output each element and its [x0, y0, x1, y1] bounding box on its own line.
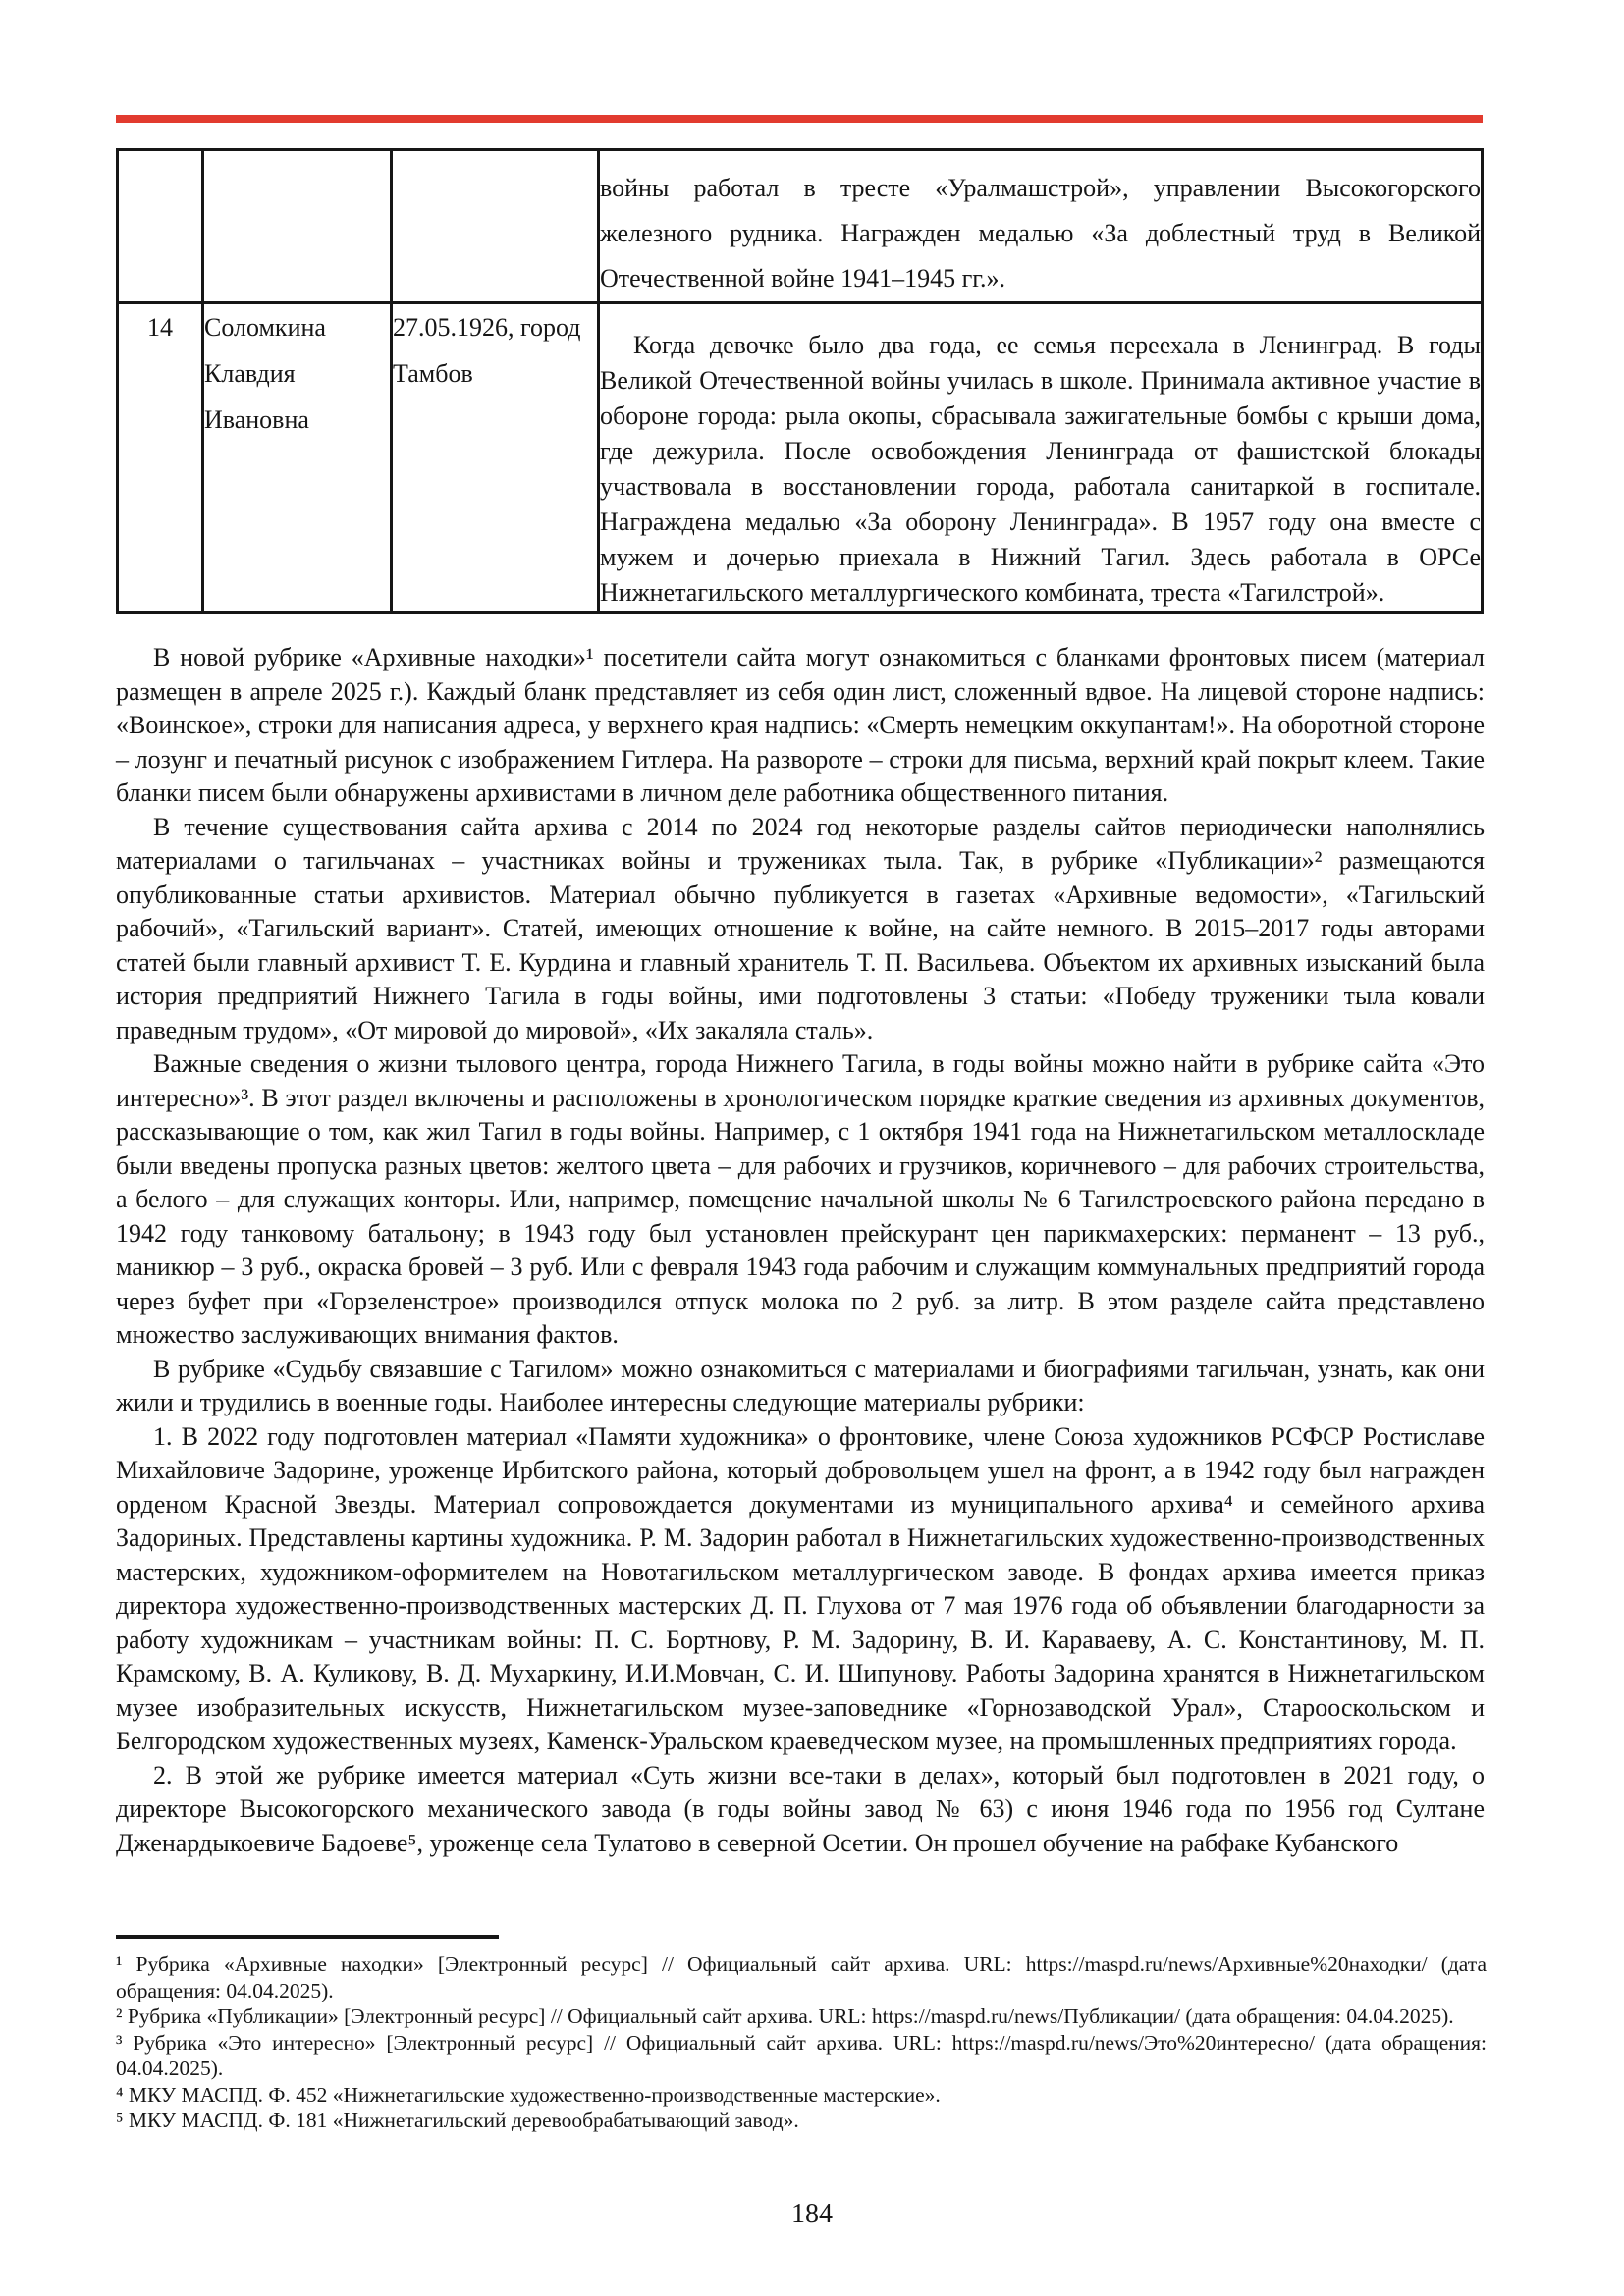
footnote-separator-rule	[116, 1935, 499, 1939]
footnote: ³ Рубрика «Это интересно» [Электронный ресурс] // Официальный сайт архива. URL: https://maspd.ru/news/Это%20интересно/ (дата обращения: 04.04.2025).	[116, 2030, 1487, 2080]
footnote: ² Рубрика «Публикации» [Электронный ресурс] // Официальный сайт архива. URL: https://maspd.ru/news/Публикации/ (дата обращения: 04.04.2025).	[116, 2004, 1454, 2028]
biography-text: Когда девочке было два года, ее семья переехала в Ленинград. В годы Великой Отечественной войны училась в школе. Принимала активное участие в обороне города: рыла окопы, сбрасывала зажигательные бомбы с крыши дома, где дежурила. После освобождения Ленинграда от фашистской блокады участвовала в восстановлении города, работала санитаркой в госпитале. Награждена медалью «За оборону Ленинграда». В 1957 году она вместе с мужем и дочерью приехала в Нижний Тагил. Здесь работала в ОРСе Нижнетагильского металлургического комбината, треста «Тагилстрой».	[600, 331, 1481, 607]
cell-number	[118, 303, 203, 613]
person-name: Соломкина Клавдия Ивановна	[204, 313, 326, 434]
footnotes	[116, 1951, 1487, 2134]
footnote: ¹ Рубрика «Архивные находки» [Электронный ресурс] // Официальный сайт архива. URL: https://maspd.ru/news/Архивные%20находки/ (дата обращения: 04.04.2025).	[116, 1952, 1487, 2002]
table-row	[118, 303, 1483, 613]
row-number: 14	[147, 313, 173, 342]
cell-name	[203, 150, 392, 303]
footnote: ⁴ МКУ МАСПД. Ф. 452 «Нижнетагильские художественно-производственные мастерские».	[116, 2082, 941, 2107]
body-paragraph: В новой рубрике «Архивные находки»¹ посетители сайта могут ознакомиться с бланками фронтовых писем (материал размещен в апреле 2025 г.). Каждый бланк представляет из себя один лист, сложенный вдвое. На лицевой стороне надпись: «Воинское», строки для написания адреса, у верхнего края надпись: «Смерть немецким оккупантам!». На оборотной стороне – лозунг и печатный рисунок с изображением Гитлера. На развороте – строки для письма, верхний край покрыт клеем. Такие бланки писем были обнаружены архивистами в личном деле работника общественного питания.	[116, 643, 1485, 807]
footnote: ⁵ МКУ МАСПД. Ф. 181 «Нижнетагильский деревообрабатывающий завод».	[116, 2109, 799, 2132]
header-red-rule	[116, 115, 1483, 123]
birth-info: 27.05.1926, город Тамбов	[393, 313, 581, 388]
body-paragraph: Важные сведения о жизни тылового центра, города Нижнего Тагила, в годы войны можно найти в рубрике сайта «Это интересно»³. В этот раздел включены и расположены в хронологическом порядке краткие сведения из архивных документов, рассказывающие о том, как жил Тагил в годы войны. Например, с 1 октября 1941 года на Нижнетагильском металлоскладе были введены пропуска разных цветов: желтого цвета – для рабочих и грузчиков, коричневого – для рабочих строительства, а белого – для служащих конторы. Или, например, помещение начальной школы № 6 Тагилстроевского района передано в 1942 году танковому батальону; в 1943 году был установлен прейскурант цен парикмахерских: перманент – 13 руб., маникюр – 3 руб., окраска бровей – 3 руб. Или с февраля 1943 года рабочим и служащим коммунальных предприятий города через буфет при «Горзеленстрое» производился отпуск молока по 2 руб. за литр. В этом разделе сайта представлено множество заслуживающих внимания фактов.	[116, 1049, 1485, 1349]
cell-number	[118, 150, 203, 303]
cell-description	[599, 150, 1483, 303]
page-number: 184	[791, 2199, 833, 2229]
body-paragraph: В рубрике «Судьбу связавшие с Тагилом» можно ознакомиться с материалами и биографиями тагильчан, узнать, как они жили и трудились в военные годы. Наиболее интересны следующие материалы рубрики:	[116, 1354, 1485, 1416]
cell-birth	[392, 150, 599, 303]
cell-birth	[392, 303, 599, 613]
body-paragraph: 2. В этой же рубрике имеется материал «Суть жизни все-таки в делах», который был подготовлен в 2021 году, о директоре Высокогорского механического завода (в годы войны завод № 63) с июня 1946 года по 1956 год Султане Дженардыкоевиче Бадоеве⁵, уроженце села Тулатово в северной Осетии. Он прошел обучение на рабфаке Кубанского	[116, 1760, 1485, 1857]
biography-text: войны работал в тресте «Уралмашстрой», управлении Высокогорского железного рудника. Награжден медалью «За доблестный труд в Великой Отечественной войне 1941–1945 гг.».	[600, 174, 1481, 293]
cell-description	[599, 303, 1483, 613]
people-table	[116, 148, 1484, 614]
body-paragraph: 1. В 2022 году подготовлен материал «Памяти художника» о фронтовике, члене Союза художников РСФСР Ростиславе Михайловиче Задорине, уроженце Ирбитского района, который добровольцем ушел на фронт, а в 1942 году был награжден орденом Красной Звезды. Материал сопровождается документами из муниципального архива⁴ и семейного архива Задориных. Представлены картины художника. Р. М. Задорин работал в Нижнетагильских художественно-производственных мастерских, художником-оформителем на Новотагильском металлургическом заводе. В фондах архива имеется приказ директора художественно-производственных мастерских Д. П. Глухова от 7 мая 1976 года об объявлении благодарности за работу художникам – участникам войны: П. С. Бортнову, Р. М. Задорину, В. И. Караваеву, А. С. Константинову, М. П. Крамскому, В. А. Куликову, В. Д. Мухаркину, И.И.Мовчан, С. И. Шипунову. Работы Задорина хранятся в Нижнетагильском музее изобразительных искусств, Нижнетагильском музее-заповеднике «Горнозаводской Урал», Старооскольском и Белгородском художественных музеях, Каменск-Уральском краеведческом музее, на промышленных предприятиях города.	[116, 1421, 1485, 1755]
article-body	[116, 641, 1485, 1860]
table-row-continuation	[118, 150, 1483, 303]
body-paragraph: В течение существования сайта архива с 2014 по 2024 год некоторые разделы сайтов периодически наполнялись материалами о тагильчанах – участниках войны и тружениках тыла. Так, в рубрике «Публикации»² размещаются опубликованные статьи архивистов. Материал обычно публикуется в газетах «Архивные ведомости», «Тагильский рабочий», «Тагильский вариант». Статей, имеющих отношение к войне, на сайте немного. В 2015–2017 годы авторами статей были главный архивист Т. Е. Курдина и главный хранитель Т. П. Васильева. Объектом их архивных изысканий была история предприятий Нижнего Тагила в годы войны, ими подготовлены 3 статьи: «Победу труженики тыла ковали праведным трудом», «От мировой до мировой», «Их закаляла сталь».	[116, 812, 1485, 1044]
cell-name	[203, 303, 392, 613]
